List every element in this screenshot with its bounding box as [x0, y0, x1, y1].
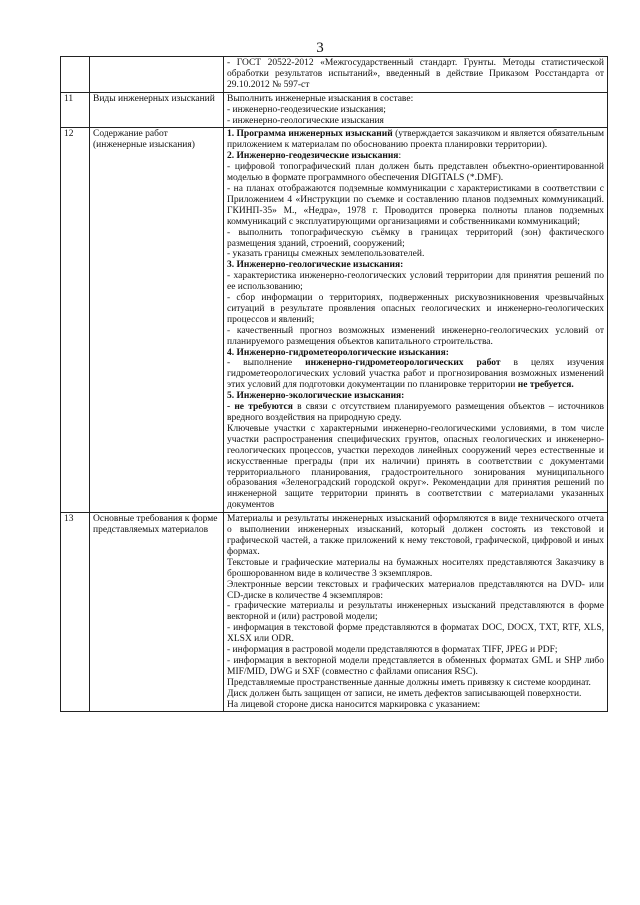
- paragraph: - цифровой топографический план должен быть представлен объектно-ориентированной моделью в формате программного обеспечения DIGITALS (*.DMF).: [227, 162, 604, 184]
- row-number: [61, 57, 90, 93]
- paragraph: - характеристика инженерно-геологических условий территории для принятия решений по ее использованию;: [227, 271, 604, 293]
- paragraph: [227, 348, 604, 359]
- paragraph: - качественный прогноз возможных изменений инженерно-геологических условий от планируемого размещения объектов капитального строительства.: [227, 325, 604, 347]
- paragraph: - информация в текстовой форме представляются в форматах DOC, DOCX, TXT, RTF, XLS, XLSX или ODR.: [227, 623, 604, 645]
- paragraph: Текстовые и графические материалы на бумажных носителях представляются Заказчику в брошюрованном виде в количестве 3 экземпляров.: [227, 557, 604, 579]
- row-title: [90, 57, 224, 93]
- row-title: Основные требования к форме представляемых материалов: [90, 513, 224, 712]
- row-title: Виды инженерных изысканий: [90, 92, 224, 128]
- row-number: 11: [61, 92, 90, 128]
- paragraph: [227, 260, 604, 271]
- plain-text: в связи с отсутствием планируемого размещения объектов – источников вредного воздействия на природную среду.: [227, 402, 604, 423]
- paragraph: - информация в растровой модели представляются в форматах TIFF, JPEG и PDF;: [227, 645, 558, 656]
- table-row: [61, 513, 608, 712]
- paragraph: [227, 358, 604, 391]
- bold-text: не требуется.: [517, 380, 574, 391]
- row-title: Содержание работ (инженерные изыскания): [90, 128, 224, 513]
- bold-text: 1. Программа инженерных изысканий: [227, 129, 393, 140]
- paragraph: Диск должен быть защищен от записи, не иметь дефектов записывающей поверхности.: [227, 688, 582, 699]
- row-number: 12: [61, 128, 90, 513]
- paragraph: На лицевой стороне диска наносится маркировка с указанием:: [227, 699, 481, 710]
- paragraph: Материалы и результаты инженерных изысканий оформляются в виде технического отчета о выполнении инженерных изысканий, который должен состоять из текстовой и графической частей, а также приложений к нему текстовой, графической, цифровой и иных формах.: [227, 514, 604, 557]
- plain-text: в целях изучения гидрометеорологических условий участка работ и прогнозирования возможных изменений этих условий для подготовки документации по планировке территории: [227, 358, 604, 391]
- paragraph: Выполнить инженерные изыскания в составе:: [227, 93, 414, 104]
- table-row: [61, 92, 608, 128]
- paragraph: - ГОСТ 20522-2012 «Межгосударственный стандарт. Грунты. Методы статистической обработки результатов испытаний», введенный в действие Приказом Росстандарта от 29.10.2012 № 597-ст: [227, 58, 604, 90]
- bold-text: 4. Инженерно-гидрометеорологические изыскания:: [227, 347, 449, 358]
- plain-text: :: [398, 151, 402, 162]
- bold-text: 5. Инженерно-экологические изыскания:: [227, 391, 405, 402]
- row-content: [224, 92, 608, 128]
- paragraph: [227, 129, 604, 151]
- bold-text: - не требуются: [227, 402, 293, 413]
- row-content: [224, 513, 608, 712]
- paragraph: Ключевые участки с характерными инженерно-геологическими условиями, в том числе участки распространения специфических грунтов, опасных геологических и инженерно-геологических процессов, участки переходов линейных сооружений через естественные и искусственные преграды (при их наличии) принять в соответствии с документами территориального планирования, градостроительного зонирования муниципального образования «Зеленоградский городской округ». Рекомендации для принятия решений по инженерной защите территории принять в соответствии с материалами указанных документов: [227, 423, 604, 511]
- paragraph: [227, 402, 604, 424]
- paragraph: - на планах отображаются подземные коммуникации с характеристиками в соответствии с Приложением 4 «Инструкции по съемке и составлению планов подземных коммуникаций. ГКИНП-35» М., «Недра», 1978 г. Проводится проверка полноты планов подземных коммуникаций с эксплуатирующими организациями и собственниками коммуникаций;: [227, 183, 604, 227]
- paragraph: - графические материалы и результаты инженерных изысканий представляются в форме векторной и (или) растровой модели;: [227, 601, 604, 623]
- paragraph: [227, 391, 604, 402]
- paragraph: - информация в векторной модели представляется в обменных форматах GML и SHP либо MIF/MID, DWG и SXF (совместно с файлами описания RSC).: [227, 655, 604, 677]
- table-row: [61, 57, 608, 93]
- bold-text: инженерно-гидрометеорологических работ: [305, 358, 501, 369]
- paragraph: - сбор информации о территориях, подверженных рискувозникновения чрезвычайных ситуаций в результате проявления опасных геологических и инженерно-геологических процессов и явлений;: [227, 293, 604, 325]
- row-number: 13: [61, 513, 90, 712]
- table-row: [61, 128, 608, 513]
- paragraph: - инженерно-геодезические изыскания;: [227, 104, 386, 115]
- page-number: 3: [316, 40, 324, 56]
- paragraph: [227, 151, 604, 162]
- plain-text: (утверждается заказчиком и является обязательным приложением к материалам по обоснованию проекта планировки территории).: [227, 129, 605, 151]
- paragraph: - указать границы смежных землепользователей.: [227, 249, 425, 260]
- plain-text: - выполнение: [227, 358, 306, 369]
- paragraph: Электронные версии текстовых и графических материалов представляются на DVD- или CD-диске в количестве 4 экземпляров:: [227, 579, 604, 601]
- bold-text: 2. Инженерно-геодезические изыскания: [227, 151, 399, 162]
- row-content: [224, 128, 608, 513]
- paragraph: - выполнить топографическую съёмку в границах территорий (зон) фактического размещения зданий, строений, сооружений;: [227, 227, 604, 249]
- requirements-table: [60, 56, 608, 712]
- paragraph: - инженерно-геологические изыскания: [227, 115, 384, 126]
- row-content: [224, 57, 608, 93]
- bold-text: 3. Инженерно-геологические изыскания:: [227, 260, 404, 271]
- paragraph: Представляемые пространственные данные должны иметь привязку к системе координат.: [227, 677, 591, 688]
